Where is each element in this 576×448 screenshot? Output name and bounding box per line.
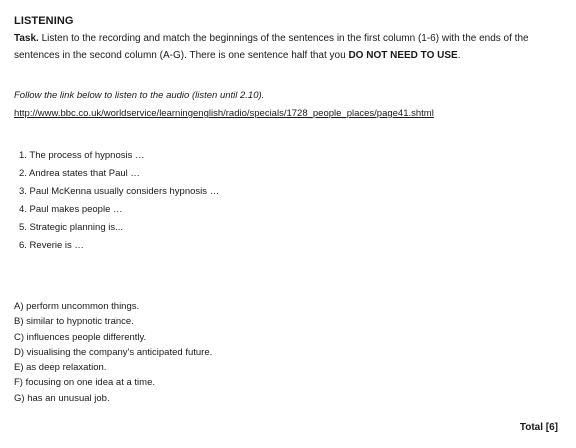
beginning-item: 5. Strategic planning is... — [19, 222, 124, 233]
total-score: Total [6] — [519, 422, 558, 433]
ending-item: B) similar to hypnotic trance. — [14, 316, 134, 328]
ending-item: F) focusing on one idea at a time. — [14, 377, 155, 389]
beginning-item: 2. Andrea states that Paul … — [19, 168, 140, 179]
task-emphasis: DO NOT NEED TO USE — [348, 50, 458, 61]
section-heading: LISTENING — [14, 15, 74, 27]
ending-item: A) perform uncommon things. — [14, 301, 140, 312]
beginning-item: 6. Reverie is … — [19, 240, 84, 251]
audio-link[interactable]: http://www.bbc.co.uk/worldservice/learningenglish/radio/specials/1728_people_places/page41.shtml — [14, 108, 434, 119]
beginning-item: 3. Paul McKenna usually considers hypnosis … — [19, 186, 220, 197]
ending-item: C) influences people differently. — [14, 331, 147, 343]
beginning-item: 4. Paul makes people … — [19, 204, 123, 215]
task-text — [14, 30, 566, 64]
task-label: Task. — [14, 33, 39, 44]
ending-item: E) as deep relaxation. — [14, 362, 107, 374]
ending-item: D) visualising the company's anticipated future. — [14, 346, 213, 358]
beginning-item: 1. The process of hypnosis … — [19, 150, 145, 161]
sentence-beginnings — [19, 147, 219, 255]
sentence-endings — [14, 299, 212, 406]
ending-item: G) has an unusual job. — [14, 392, 110, 404]
task-end: . — [457, 50, 461, 61]
task-body: Listen to the recording and match the beginnings of the sentences in the first column (1-6) with the ends of the sentences in the second column (A-G). There is one sentence half that you — [14, 33, 529, 61]
audio-instruction: Follow the link below to listen to the audio (listen until 2.10). — [14, 90, 265, 101]
